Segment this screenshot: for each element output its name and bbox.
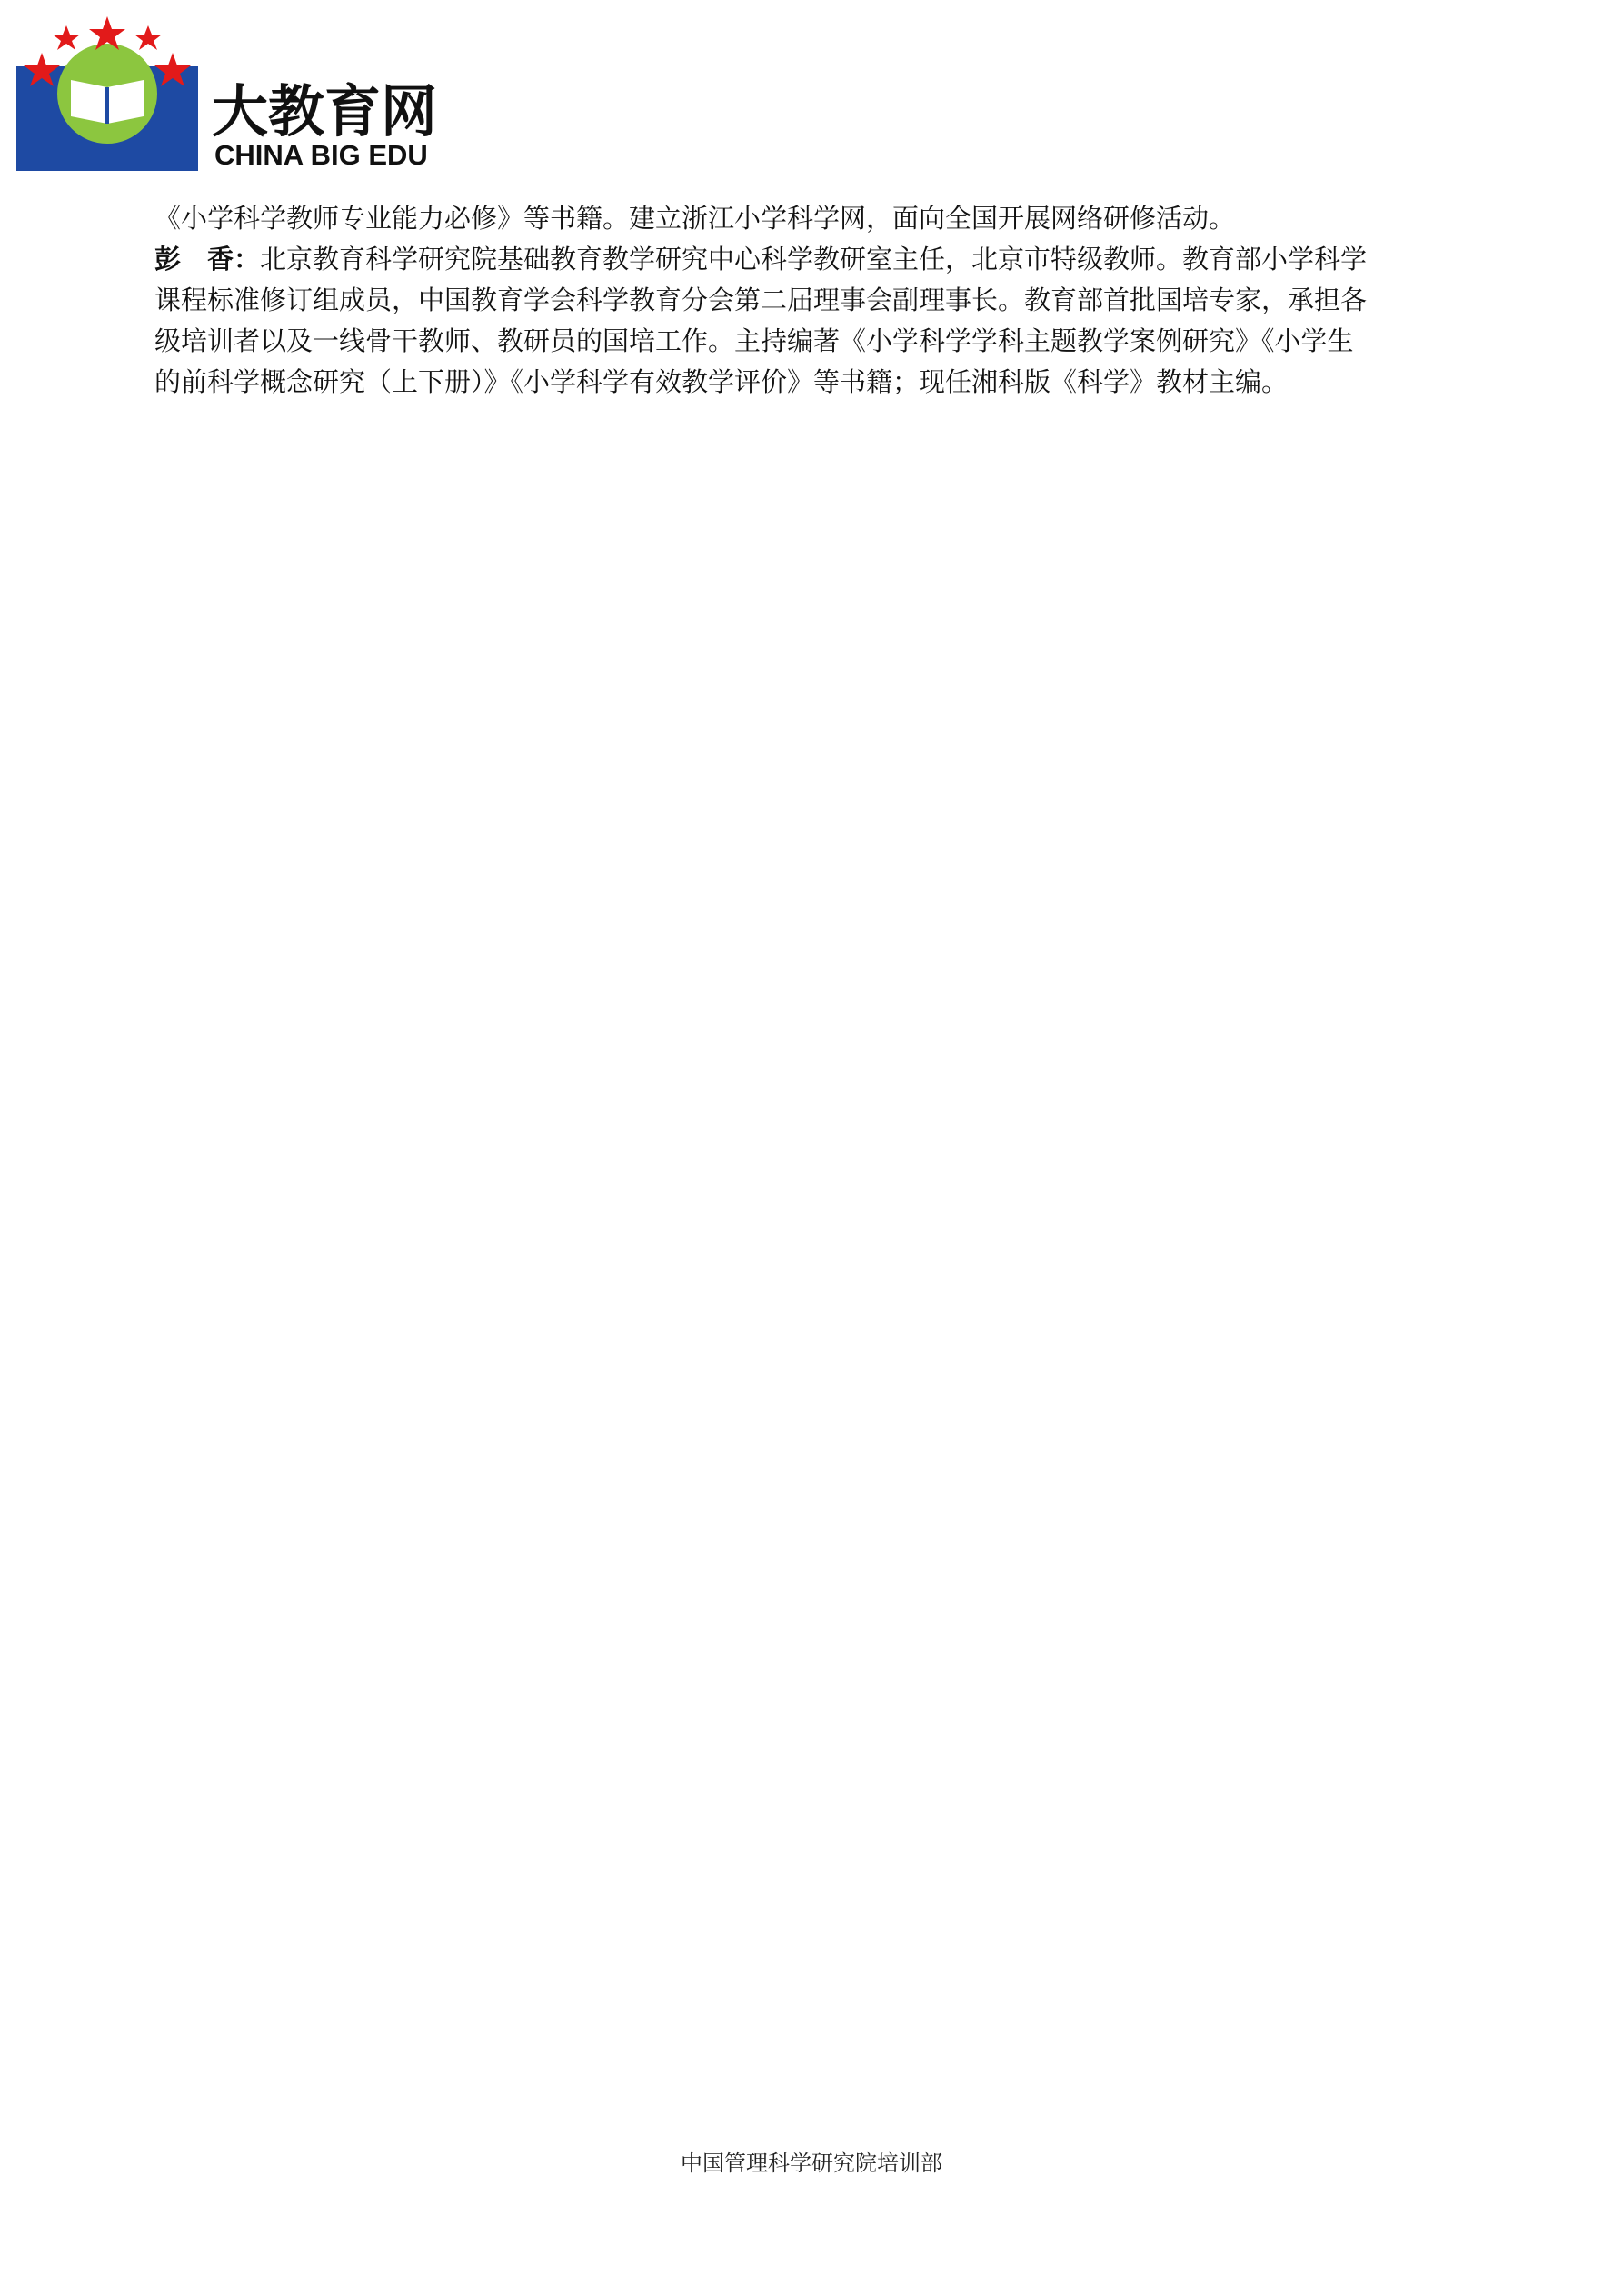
logo-en: CHINA BIG EDU: [214, 139, 428, 171]
bio-peng-xiang: [154, 239, 1481, 403]
logo-cn: 大教育网: [212, 81, 438, 144]
document-body: [154, 198, 1481, 403]
site-logo: [16, 16, 489, 171]
bio-name: 彭 香：: [154, 244, 261, 275]
bio-line: 级培训者以及一线骨干教师、教研员的国培工作。主持编著《小学科学学科主题教学案例研究》《小学生: [154, 325, 1354, 356]
bio-line: 的前科学概念研究（上下册）》《小学科学有效教学评价》等书籍；现任湘科版《科学》教材主编。: [154, 366, 1289, 397]
page-footer: 中国管理科学研究院培训部: [681, 2151, 942, 2176]
bio-line: 课程标准修订组成员，中国教育学会科学教育分会第二届理事会副理事长。教育部首批国培专家，承担各: [154, 285, 1368, 315]
intro-line: 《小学科学教师专业能力必修》等书籍。建立浙江小学科学网，面向全国开展网络研修活动。: [154, 203, 1236, 234]
bio-line: 北京教育科学研究院基础教育教学研究中心科学教研室主任，北京市特级教师。教育部小学科学: [260, 244, 1368, 275]
